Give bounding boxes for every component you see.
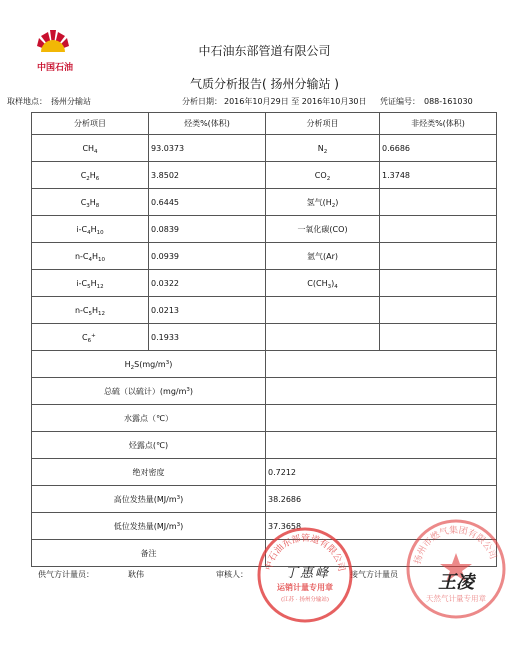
property-row bbox=[32, 432, 497, 459]
component-name: $CO_2$ bbox=[266, 162, 380, 189]
stamp-line: 天然气计量专用章 bbox=[426, 594, 486, 603]
logo-text: 中国石油 bbox=[36, 63, 73, 73]
component-name: $C_3H_8$ bbox=[32, 189, 149, 216]
reviewer-signature: 丁惠峰 bbox=[285, 566, 331, 581]
component-name: $C(CH_3)_4$ bbox=[266, 270, 380, 297]
property-label: 水露点（℃） bbox=[32, 405, 266, 432]
component-name bbox=[266, 324, 380, 351]
receiver-label: 接气方计量员 bbox=[350, 570, 398, 579]
property-value bbox=[266, 351, 497, 378]
component-value: 0.0939 bbox=[149, 243, 266, 270]
property-row bbox=[32, 378, 497, 405]
stamp-ring-text: 中石油东部管道有限公司 bbox=[264, 533, 346, 573]
supplier-label: 供气方计量员： bbox=[38, 570, 94, 579]
component-name: 一氧化碳(CO) bbox=[266, 216, 380, 243]
table-row bbox=[32, 297, 497, 324]
property-value: 37.3658 bbox=[266, 513, 497, 540]
property-label: 低位发热量$(MJ/m^3)$ bbox=[32, 513, 266, 540]
component-value: 0.1933 bbox=[149, 324, 266, 351]
header-hydrocarbon: 烃类%(体积) bbox=[149, 113, 266, 135]
table-row bbox=[32, 243, 497, 270]
component-name: $i-C_5H_{12}$ bbox=[32, 270, 149, 297]
component-value: 1.3748 bbox=[380, 162, 497, 189]
company-name: 中石油东部管道有限公司 bbox=[198, 44, 331, 58]
table-row bbox=[32, 135, 497, 162]
component-name: 氢气$(H_2)$ bbox=[266, 189, 380, 216]
component-name: 氩气(Ar) bbox=[266, 243, 380, 270]
component-value bbox=[380, 270, 497, 297]
component-value: 0.6445 bbox=[149, 189, 266, 216]
analysis-date: 分析日期： 2016年10月29日 至 2016年10月30日 bbox=[182, 97, 367, 106]
property-row bbox=[32, 351, 497, 378]
component-name: $i-C_4H_{10}$ bbox=[32, 216, 149, 243]
component-value: 0.0213 bbox=[149, 297, 266, 324]
property-label: 总硫（以硫计）$(mg/m^3)$ bbox=[32, 378, 266, 405]
component-value: 93.0373 bbox=[149, 135, 266, 162]
property-label: $H_2S(mg/m^3)$ bbox=[32, 351, 266, 378]
property-row bbox=[32, 486, 497, 513]
table-row bbox=[32, 324, 497, 351]
stamp-ring-text: 扬州市燃气集团有限公司 bbox=[413, 525, 498, 566]
component-value: 0.0322 bbox=[149, 270, 266, 297]
component-value: 0.6686 bbox=[380, 135, 497, 162]
sampling-location: 取样地点： 扬州分输站 bbox=[7, 97, 91, 106]
header-item: 分析项目 bbox=[32, 113, 149, 135]
component-value: 0.0839 bbox=[149, 216, 266, 243]
component-name: $N_2$ bbox=[266, 135, 380, 162]
table-row bbox=[32, 216, 497, 243]
property-value bbox=[266, 378, 497, 405]
table-row bbox=[32, 270, 497, 297]
component-name: $n-C_4H_{10}$ bbox=[32, 243, 149, 270]
reviewer-label: 审核人： bbox=[216, 570, 248, 579]
property-value: 38.2686 bbox=[266, 486, 497, 513]
receiver-signature: 王凌 bbox=[438, 572, 474, 593]
supplier-name: 耿伟 bbox=[128, 570, 144, 579]
table-row bbox=[32, 162, 497, 189]
component-value bbox=[380, 243, 497, 270]
remarks-label: 备注 bbox=[32, 540, 266, 567]
property-value bbox=[266, 405, 497, 432]
stamp-subline: (江苏 · 扬州分输站) bbox=[280, 597, 330, 603]
analysis-table bbox=[31, 112, 497, 567]
component-value bbox=[380, 189, 497, 216]
property-label: 高位发热量$(MJ/m^3)$ bbox=[32, 486, 266, 513]
component-value bbox=[380, 216, 497, 243]
property-value bbox=[266, 432, 497, 459]
component-name: $C_2H_6$ bbox=[32, 162, 149, 189]
header-non-hydrocarbon: 非烃类%(体积) bbox=[380, 113, 497, 135]
component-name bbox=[266, 297, 380, 324]
component-value bbox=[380, 324, 497, 351]
property-label: 绝对密度 bbox=[32, 459, 266, 486]
component-name: $n-C_5H_{12}$ bbox=[32, 297, 149, 324]
report-title: 气质分析报告( 扬州分输站 ) bbox=[190, 77, 339, 91]
property-value: 0.7212 bbox=[266, 459, 497, 486]
table-row bbox=[32, 189, 497, 216]
stamp-line: 运销计量专用章 bbox=[277, 583, 333, 592]
component-name: $CH_4$ bbox=[32, 135, 149, 162]
table-header-row bbox=[32, 113, 497, 135]
property-row bbox=[32, 405, 497, 432]
certificate-number: 凭证编号： 088-161030 bbox=[380, 97, 473, 106]
property-label: 烃露点(℃) bbox=[32, 432, 266, 459]
property-row bbox=[32, 459, 497, 486]
header-item: 分析项目 bbox=[266, 113, 380, 135]
component-name: $C_6^+$ bbox=[32, 324, 149, 351]
component-value: 3.8502 bbox=[149, 162, 266, 189]
component-value bbox=[380, 297, 497, 324]
